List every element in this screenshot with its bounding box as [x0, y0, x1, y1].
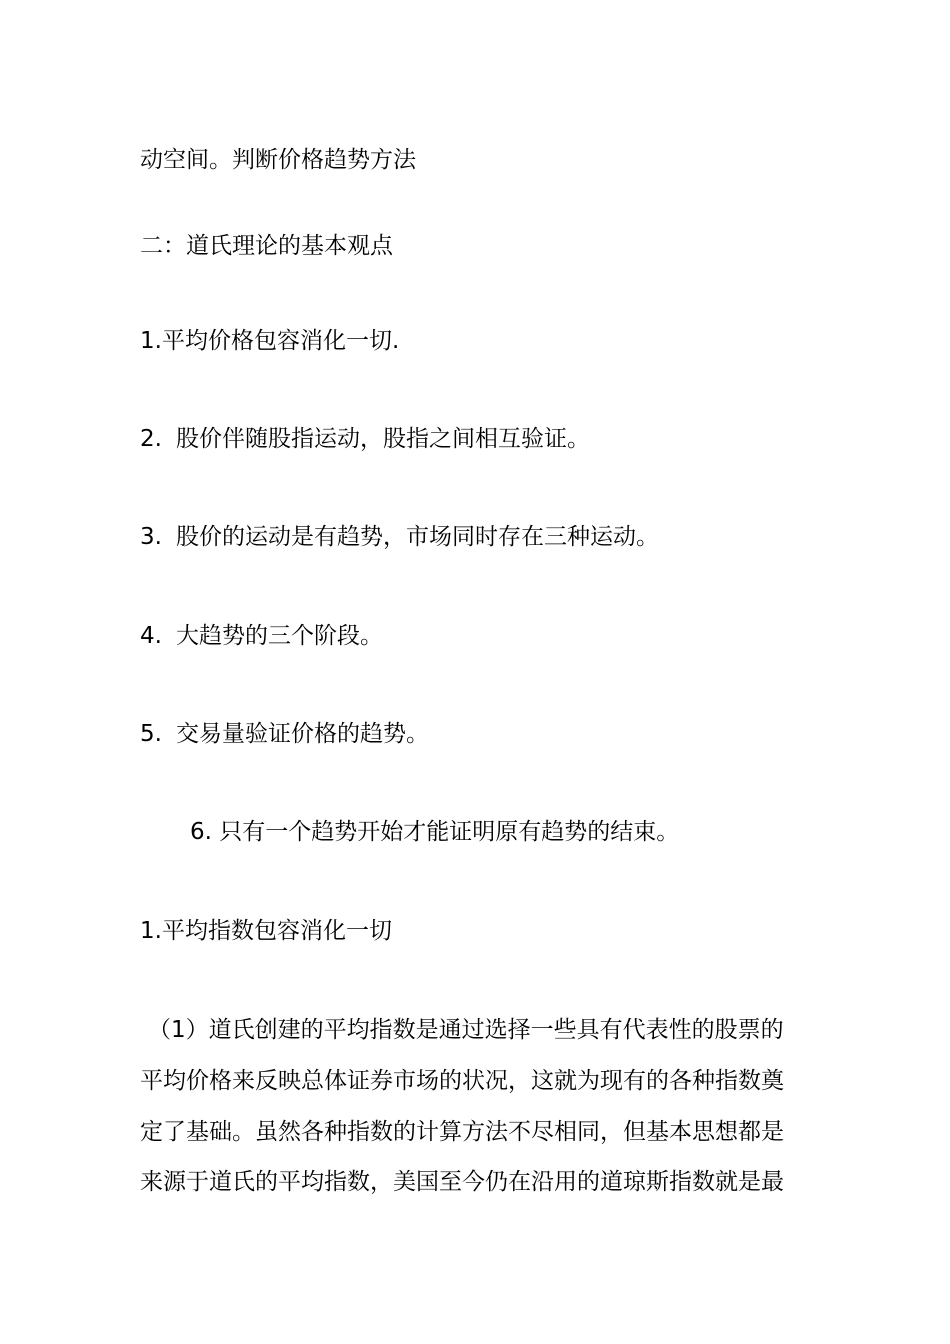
list-item-text: 大趋势的三个阶段。 — [175, 623, 383, 649]
list-item — [140, 719, 429, 749]
list-item-text: 只有一个趋势开始才能证明原有趋势的结束。 — [219, 819, 680, 845]
list-item — [140, 326, 399, 356]
list-item-text: 股价的运动是有趋势，市场同时存在三种运动。 — [175, 524, 659, 550]
list-item-number: 3. — [140, 524, 162, 550]
list-item — [140, 621, 383, 651]
paragraph-line: （1）道氏创建的平均指数是通过选择一些具有代表性的股票的 — [148, 1017, 784, 1043]
paragraph-line: 平均价格来反映总体证券市场的状况，这就为现有的各种指数奠 — [140, 1068, 784, 1094]
list-item — [190, 817, 679, 847]
fragment-line: 动空间。判断价格趋势方法 — [140, 147, 416, 173]
subsection-title: 1.平均指数包容消化一切 — [140, 918, 392, 944]
list-item-text: 股价伴随股指运动，股指之间相互验证。 — [175, 426, 590, 452]
paragraph-line: 来源于道氏的平均指数，美国至今仍在沿用的道琼斯指数就是最 — [140, 1169, 784, 1195]
list-item-number: 4. — [140, 623, 162, 649]
section-heading: 二：道氏理论的基本观点 — [140, 233, 393, 259]
list-item-number: 6. — [190, 819, 212, 845]
list-item-number: 1. — [140, 328, 162, 354]
list-item-text: 平均价格包容消化一切. — [161, 328, 400, 354]
list-item — [140, 522, 659, 552]
list-item-number: 5. — [140, 721, 162, 747]
list-item-text: 交易量验证价格的趋势。 — [175, 721, 429, 747]
list-item — [140, 424, 590, 454]
list-item-number: 2. — [140, 426, 162, 452]
paragraph-line: 定了基础。虽然各种指数的计算方法不尽相同，但基本思想都是 — [140, 1119, 784, 1145]
